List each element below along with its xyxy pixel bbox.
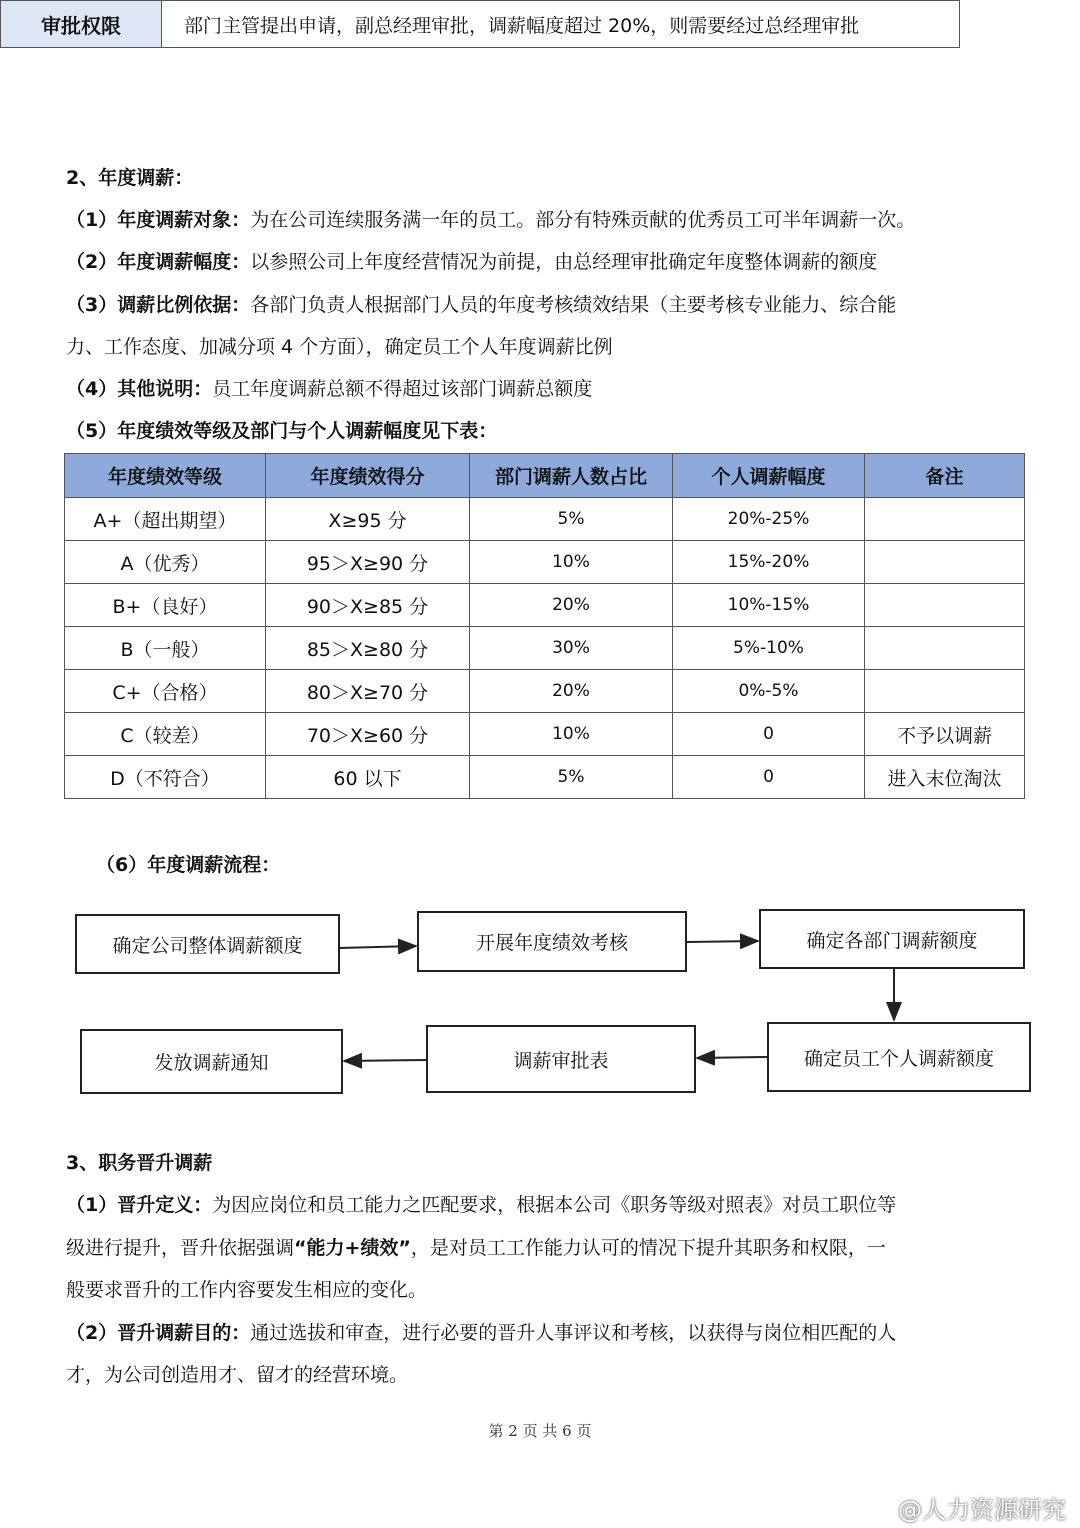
header-remark: 备注 bbox=[865, 454, 1025, 498]
p4-text: 员工年度调薪总额不得超过该部门调薪总额度 bbox=[212, 378, 593, 400]
cell-grade: C（较差） bbox=[65, 713, 266, 756]
cell-remark bbox=[865, 541, 1025, 584]
cell-ratio: 10% bbox=[470, 713, 673, 756]
arrow-2-3 bbox=[687, 941, 758, 942]
cell-remark: 进入末位淘汰 bbox=[865, 756, 1025, 799]
table-row bbox=[65, 584, 1025, 627]
p3-text-line1: 各部门负责人根据部门人员的年度考核绩效结果（主要考核专业能力、综合能 bbox=[250, 294, 897, 316]
cell-remark: 不予以调薪 bbox=[865, 713, 1025, 756]
cell-score: 90＞X≥85 分 bbox=[266, 584, 470, 627]
section3-p1-line2 bbox=[66, 1227, 1026, 1269]
s3p2-label: （2）晋升调薪目的： bbox=[66, 1322, 251, 1344]
cell-range: 10%-15% bbox=[673, 584, 865, 627]
approval-text: 部门主管提出申请，副总经理审批，调薪幅度超过 20%，则需要经过总经理审批 bbox=[184, 14, 860, 37]
p2-text: 以参照公司上年度经营情况为前提，由总经理审批确定年度整体调薪的额度 bbox=[250, 251, 878, 273]
p3-label: （3）调薪比例依据： bbox=[66, 294, 251, 316]
section3-p1 bbox=[66, 1184, 1026, 1226]
section2-p4 bbox=[66, 368, 1026, 410]
grade-table bbox=[64, 453, 1025, 799]
flow-step-personal-amount: 确定员工个人调薪额度 bbox=[767, 1022, 1031, 1092]
header-personal-range: 个人调薪幅度 bbox=[673, 454, 865, 498]
cell-score: X≥95 分 bbox=[266, 498, 470, 541]
approval-table bbox=[0, 0, 960, 48]
cell-grade: B（一般） bbox=[65, 627, 266, 670]
cell-score: 60 以下 bbox=[266, 756, 470, 799]
section2-p2 bbox=[66, 241, 1026, 283]
flow-step-issue-notice: 发放调薪通知 bbox=[80, 1029, 343, 1094]
flow-heading: （6）年度调薪流程： bbox=[96, 854, 281, 876]
table-row bbox=[65, 713, 1025, 756]
p1-text: 为在公司连续服务满一年的员工。部分有特殊贡献的优秀员工可半年调薪一次。 bbox=[250, 209, 916, 231]
p5-label: （5）年度绩效等级及部门与个人调薪幅度见下表： bbox=[66, 420, 498, 442]
flow-step-performance-review: 开展年度绩效考核 bbox=[417, 911, 687, 972]
cell-ratio: 20% bbox=[470, 584, 673, 627]
arrow-5-6 bbox=[344, 1060, 426, 1061]
section3-heading: 3、职务晋升调薪 bbox=[66, 1152, 213, 1174]
section2-p3-cont: 力、工作态度、加减分项 4 个方面），确定员工个人年度调薪比例 bbox=[66, 336, 613, 358]
s3p1-emphasis: “能力+绩效” bbox=[294, 1237, 411, 1259]
cell-grade: A（优秀） bbox=[65, 541, 266, 584]
section2-p5 bbox=[66, 410, 1026, 452]
flow-step-company-total: 确定公司整体调薪额度 bbox=[75, 914, 340, 974]
arrow-1-2 bbox=[339, 946, 416, 948]
table-row bbox=[65, 627, 1025, 670]
watermark: @人力资源研究 bbox=[898, 1496, 1066, 1524]
section2-heading: 2、年度调薪： bbox=[66, 167, 194, 189]
section3-p1-line3: 般要求晋升的工作内容要发生相应的变化。 bbox=[66, 1279, 428, 1301]
page-footer: 第 2 页 共 6 页 bbox=[488, 1422, 592, 1440]
cell-ratio: 20% bbox=[470, 670, 673, 713]
table-header-row bbox=[65, 454, 1025, 498]
header-grade: 年度绩效等级 bbox=[65, 454, 266, 498]
s3p1-line2a: 级进行提升，晋升依据强调 bbox=[66, 1237, 295, 1259]
cell-range: 5%-10% bbox=[673, 627, 865, 670]
cell-ratio: 10% bbox=[470, 541, 673, 584]
cell-grade: C+（合格） bbox=[65, 670, 266, 713]
s3p1-label: （1）晋升定义： bbox=[66, 1194, 213, 1216]
cell-ratio: 5% bbox=[470, 498, 673, 541]
cell-ratio: 30% bbox=[470, 627, 673, 670]
table-row bbox=[65, 756, 1025, 799]
header-dept-ratio: 部门调薪人数占比 bbox=[470, 454, 673, 498]
p2-label: （2）年度调薪幅度： bbox=[66, 251, 251, 273]
cell-score: 95＞X≥90 分 bbox=[266, 541, 470, 584]
flow-step-approval-form: 调薪审批表 bbox=[426, 1025, 696, 1093]
cell-range: 0 bbox=[673, 756, 865, 799]
cell-score: 80＞X≥70 分 bbox=[266, 670, 470, 713]
cell-range: 0%-5% bbox=[673, 670, 865, 713]
cell-score: 85＞X≥80 分 bbox=[266, 627, 470, 670]
cell-grade: A+（超出期望） bbox=[65, 498, 266, 541]
s3p1-line2c: ，是对员工工作能力认可的情况下提升其职务和权限，一 bbox=[410, 1237, 886, 1259]
cell-ratio: 5% bbox=[470, 756, 673, 799]
approval-label: 审批权限 bbox=[1, 1, 162, 47]
section2-p1 bbox=[66, 199, 1026, 241]
cell-range: 20%-25% bbox=[673, 498, 865, 541]
cell-remark bbox=[865, 627, 1025, 670]
section2-p3 bbox=[66, 284, 1026, 326]
p4-label: （4）其他说明： bbox=[66, 378, 213, 400]
table-row bbox=[65, 670, 1025, 713]
cell-remark bbox=[865, 670, 1025, 713]
cell-grade: D（不符合） bbox=[65, 756, 266, 799]
arrow-4-5 bbox=[697, 1057, 767, 1058]
cell-range: 15%-20% bbox=[673, 541, 865, 584]
flow-step-dept-amount: 确定各部门调薪额度 bbox=[759, 909, 1025, 969]
s3p2-line1: 通过选拔和审查，进行必要的晋升人事评议和考核，以获得与岗位相匹配的人 bbox=[250, 1322, 897, 1344]
p1-label: （1）年度调薪对象： bbox=[66, 209, 251, 231]
cell-remark bbox=[865, 498, 1025, 541]
cell-grade: B+（良好） bbox=[65, 584, 266, 627]
section3-p2-line2: 才，为公司创造用才、留才的经营环境。 bbox=[66, 1364, 409, 1386]
section3-p2 bbox=[66, 1312, 1026, 1354]
cell-remark bbox=[865, 584, 1025, 627]
s3p1-line1: 为因应岗位和员工能力之匹配要求，根据本公司《职务等级对照表》对员工职位等 bbox=[212, 1194, 897, 1216]
header-score: 年度绩效得分 bbox=[266, 454, 470, 498]
table-row bbox=[65, 541, 1025, 584]
table-row bbox=[65, 498, 1025, 541]
cell-score: 70＞X≥60 分 bbox=[266, 713, 470, 756]
cell-range: 0 bbox=[673, 713, 865, 756]
